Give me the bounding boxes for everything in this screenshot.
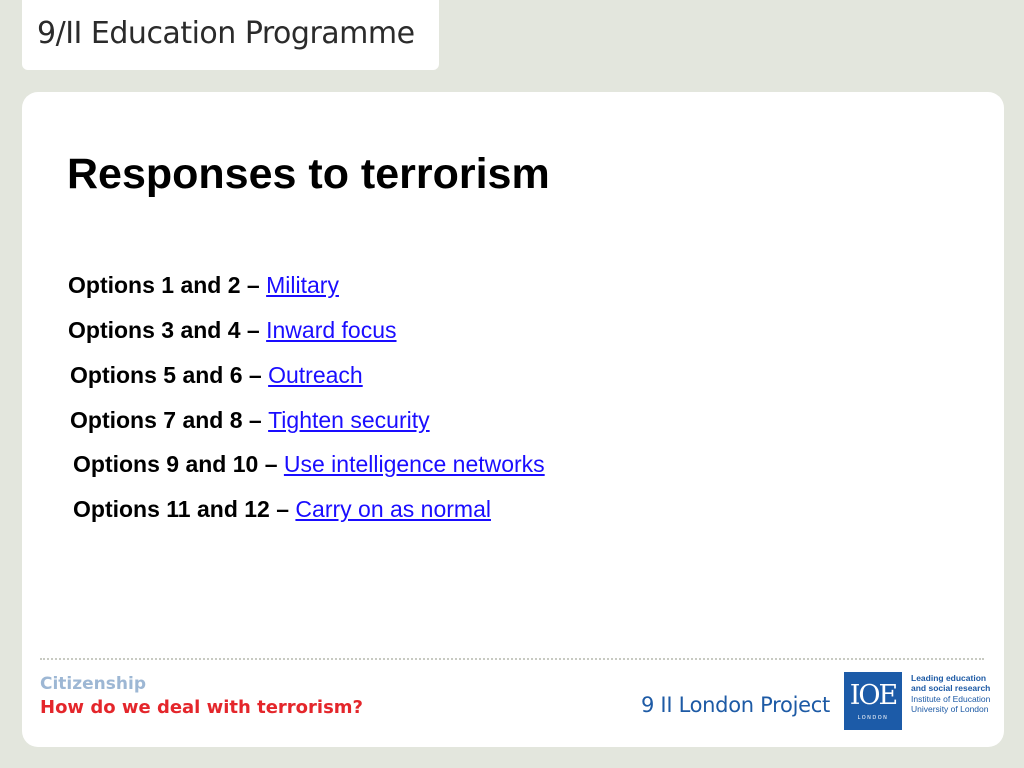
option-label: Options 1 and 2 –: [68, 272, 267, 298]
option-row-5-6: [70, 362, 363, 389]
programme-title: 9/II Education Programme: [37, 16, 415, 51]
use-intelligence-networks-link[interactable]: Use intelligence networks: [283, 451, 545, 477]
tighten-security-link[interactable]: Tighten security: [268, 407, 430, 433]
inward-focus-link[interactable]: Inward focus: [266, 317, 397, 343]
ioe-institute-line-1: Institute of Education: [911, 694, 991, 704]
header-tab: [22, 0, 439, 70]
outreach-link[interactable]: Outreach: [268, 362, 363, 388]
slide-title: Responses to terrorism: [67, 150, 550, 198]
option-label: Options 7 and 8 –: [70, 407, 269, 433]
military-link[interactable]: Military: [266, 272, 339, 298]
footer-question: How do we deal with terrorism?: [40, 697, 363, 718]
ioe-logo: [844, 672, 902, 730]
option-row-1-2: [68, 272, 339, 299]
option-row-11-12: [73, 496, 491, 523]
ioe-institute-line-2: University of London: [911, 704, 989, 714]
ioe-institution-text: [911, 673, 1001, 714]
ioe-logo-city: LONDON: [857, 715, 889, 721]
ioe-tagline-line-2: and social research: [911, 683, 991, 693]
footer-subject: Citizenship: [40, 674, 147, 694]
ioe-logo-letters: IOE: [849, 680, 897, 711]
option-label: Options 11 and 12 –: [73, 496, 296, 522]
slide-card: [22, 92, 1004, 747]
footer-divider: [40, 658, 984, 660]
option-row-3-4: [68, 317, 397, 344]
option-row-9-10: [73, 451, 545, 478]
option-label: Options 9 and 10 –: [73, 451, 284, 477]
project-logo-text: 9 II London Project: [641, 693, 830, 717]
carry-on-as-normal-link[interactable]: Carry on as normal: [295, 496, 491, 522]
option-label: Options 3 and 4 –: [68, 317, 267, 343]
option-label: Options 5 and 6 –: [70, 362, 269, 388]
option-row-7-8: [70, 407, 430, 434]
ioe-tagline-line-1: Leading education: [911, 673, 987, 683]
